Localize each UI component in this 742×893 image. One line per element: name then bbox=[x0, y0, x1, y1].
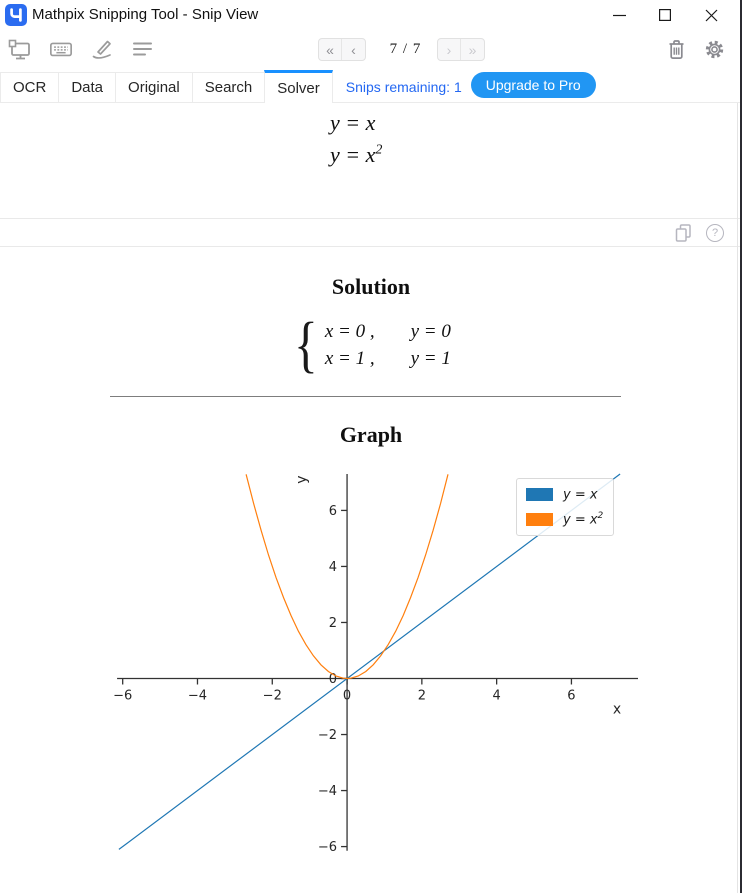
window-controls bbox=[596, 0, 734, 30]
equation-1: y = x bbox=[330, 110, 376, 135]
x-axis-label: x bbox=[612, 701, 622, 718]
svg-text:0: 0 bbox=[328, 672, 338, 688]
svg-text:−4: −4 bbox=[317, 784, 338, 800]
equation-2: $y = x^2$ bbox=[330, 142, 383, 167]
svg-text:4: 4 bbox=[328, 559, 338, 575]
solution-heading: Solution bbox=[331, 274, 411, 299]
svg-text:−2: −2 bbox=[317, 728, 338, 744]
title-bar bbox=[0, 0, 742, 30]
previous-snip-button[interactable]: ‹ bbox=[351, 41, 356, 58]
system-brace: { bbox=[294, 311, 318, 379]
tab-bar bbox=[0, 70, 742, 103]
svg-text:−6: −6 bbox=[317, 840, 338, 856]
svg-text:6: 6 bbox=[328, 503, 338, 519]
mathpix-logo-icon bbox=[5, 4, 27, 26]
window-title: Mathpix Snipping Tool - Snip View bbox=[32, 6, 259, 23]
svg-text:−6: −6 bbox=[113, 688, 133, 704]
maximize-icon bbox=[659, 9, 671, 21]
solution-row-2-right: y = 1 bbox=[410, 347, 451, 369]
close-button[interactable] bbox=[688, 0, 734, 30]
next-snip-button[interactable]: › bbox=[438, 39, 461, 60]
toolbar-right-group bbox=[664, 36, 726, 62]
tab-ocr[interactable]: OCR bbox=[0, 72, 59, 102]
svg-text:0: 0 bbox=[342, 688, 352, 704]
svg-text:−4: −4 bbox=[187, 688, 208, 704]
keyboard-button[interactable] bbox=[49, 36, 73, 62]
equation-panel bbox=[0, 104, 742, 218]
legend-entry-yx2 bbox=[526, 511, 604, 527]
snips-remaining-label: Snips remaining: 1 bbox=[345, 79, 462, 95]
tab-original[interactable]: Original bbox=[115, 72, 193, 102]
solution-system bbox=[0, 312, 742, 378]
new-snip-button[interactable] bbox=[8, 36, 32, 62]
text-lines-icon bbox=[132, 38, 154, 60]
legend-swatch-orange bbox=[526, 513, 553, 526]
svg-text:6: 6 bbox=[567, 688, 576, 704]
pen-icon bbox=[90, 37, 114, 61]
tab-data[interactable]: Data bbox=[58, 72, 116, 102]
upgrade-to-pro-button[interactable]: Upgrade to Pro bbox=[471, 72, 596, 98]
legend-label-yx2: $y = x^2$ bbox=[563, 511, 604, 528]
copy-icon bbox=[674, 223, 693, 243]
solution-rows bbox=[325, 321, 451, 370]
copy-button[interactable] bbox=[672, 222, 694, 244]
nav-back-group bbox=[318, 38, 366, 61]
action-strip bbox=[0, 218, 742, 247]
keyboard-icon bbox=[49, 37, 73, 61]
lines-button[interactable] bbox=[131, 36, 155, 62]
trash-icon bbox=[667, 39, 686, 60]
graph-canvas bbox=[0, 455, 742, 893]
svg-text:2: 2 bbox=[328, 615, 338, 631]
svg-text:4: 4 bbox=[492, 688, 501, 704]
graph-panel bbox=[0, 455, 742, 893]
screen-snip-icon bbox=[8, 37, 32, 61]
legend-swatch-blue bbox=[526, 488, 553, 501]
close-icon bbox=[705, 9, 718, 22]
minimize-icon bbox=[613, 14, 626, 17]
nav-forward-group bbox=[437, 38, 485, 61]
solution-row-1-left: x = 0 , bbox=[324, 320, 375, 342]
toolbar-left-group bbox=[8, 36, 155, 62]
svg-text:2: 2 bbox=[417, 688, 426, 704]
section-divider bbox=[110, 396, 621, 397]
delete-snip-button[interactable] bbox=[664, 36, 688, 62]
gear-icon bbox=[704, 39, 725, 60]
tab-search[interactable]: Search bbox=[192, 72, 266, 102]
graph-legend bbox=[516, 478, 614, 536]
y-axis-label: y bbox=[293, 475, 310, 484]
settings-button[interactable] bbox=[702, 36, 726, 62]
tab-solver[interactable]: Solver bbox=[264, 70, 333, 103]
last-snip-button[interactable]: » bbox=[468, 41, 477, 58]
first-snip-button[interactable]: « bbox=[319, 39, 342, 60]
draw-button[interactable] bbox=[90, 36, 114, 62]
maximize-button[interactable] bbox=[642, 0, 688, 30]
toolbar bbox=[0, 30, 742, 68]
question-icon: ? bbox=[706, 224, 724, 242]
help-button[interactable] bbox=[704, 222, 726, 244]
legend-label-yx: y = x bbox=[563, 487, 598, 503]
svg-text:−2: −2 bbox=[262, 688, 282, 704]
page-indicator: 7 / 7 bbox=[389, 41, 422, 57]
solution-row-1-right: y = 0 bbox=[410, 320, 451, 342]
equation-2-exponent: 2 bbox=[375, 142, 383, 158]
graph-heading: Graph bbox=[339, 422, 403, 447]
legend-entry-yx bbox=[526, 486, 604, 502]
solution-row-2-left: x = 1 , bbox=[324, 347, 375, 369]
panel-right-border bbox=[737, 103, 738, 893]
minimize-button[interactable] bbox=[596, 0, 642, 30]
